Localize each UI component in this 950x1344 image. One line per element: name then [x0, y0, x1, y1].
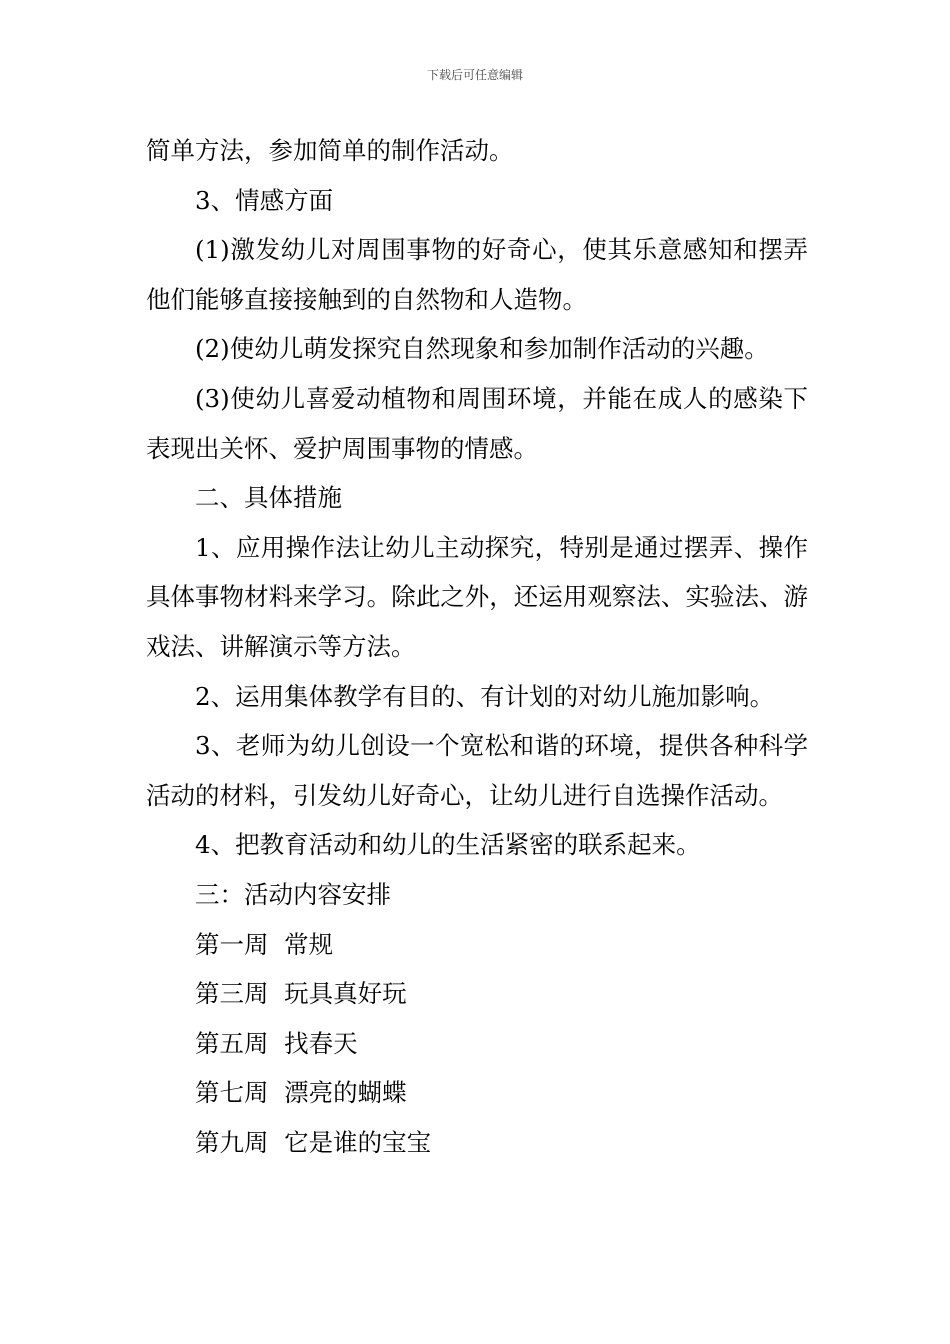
- schedule-item-week-3: 第三周 玩具真好玩: [195, 979, 407, 1009]
- document-body: [146, 126, 808, 1167]
- page-header: 下载后可任意编辑: [426, 68, 523, 82]
- schedule-item-week-9: 第九周 它是谁的宝宝: [195, 1127, 432, 1157]
- paragraph-measure-3: 3、老师为幼儿创设一个宽松和谐的环境，提供各种科学活动的材料，引发幼儿好奇心，让幼儿进行自选操作活动。: [146, 731, 808, 810]
- schedule-item-week-1: 第一周 常规: [195, 929, 334, 959]
- paragraph-emotion-3: (3)使幼儿喜爱动植物和周围环境，并能在成人的感染下表现出关怀、爱护周围事物的情感。: [146, 383, 808, 463]
- section-heading-emotion: 3、情感方面: [195, 185, 334, 215]
- paragraph-continuation: 简单方法，参加简单的制作活动。: [146, 136, 514, 165]
- paragraph-emotion-1: (1)激发幼儿对周围事物的好奇心，使其乐意感知和摆弄他们能够直接接触到的自然物和人造物。: [146, 235, 808, 314]
- section-heading-schedule: 三：活动内容安排: [195, 879, 391, 909]
- schedule-item-week-7: 第七周 漂亮的蝴蝶: [195, 1078, 407, 1108]
- paragraph-measure-1: 1、应用操作法让幼儿主动探究，特别是通过摆弄、操作具体事物材料来学习。除此之外，还运用观察法、实验法、游戏法、讲解演示等方法。: [146, 532, 808, 661]
- paragraph-emotion-2: (2)使幼儿萌发探究自然现象和参加制作活动的兴趣。: [195, 334, 769, 364]
- section-heading-measures: 二、具体措施: [195, 483, 342, 513]
- paragraph-measure-4: 4、把教育活动和幼儿的生活紧密的联系起来。: [195, 830, 701, 860]
- paragraph-measure-2: 2、运用集体教学有目的、有计划的对幼儿施加影响。: [195, 681, 775, 711]
- schedule-item-week-5: 第五周 找春天: [195, 1028, 358, 1058]
